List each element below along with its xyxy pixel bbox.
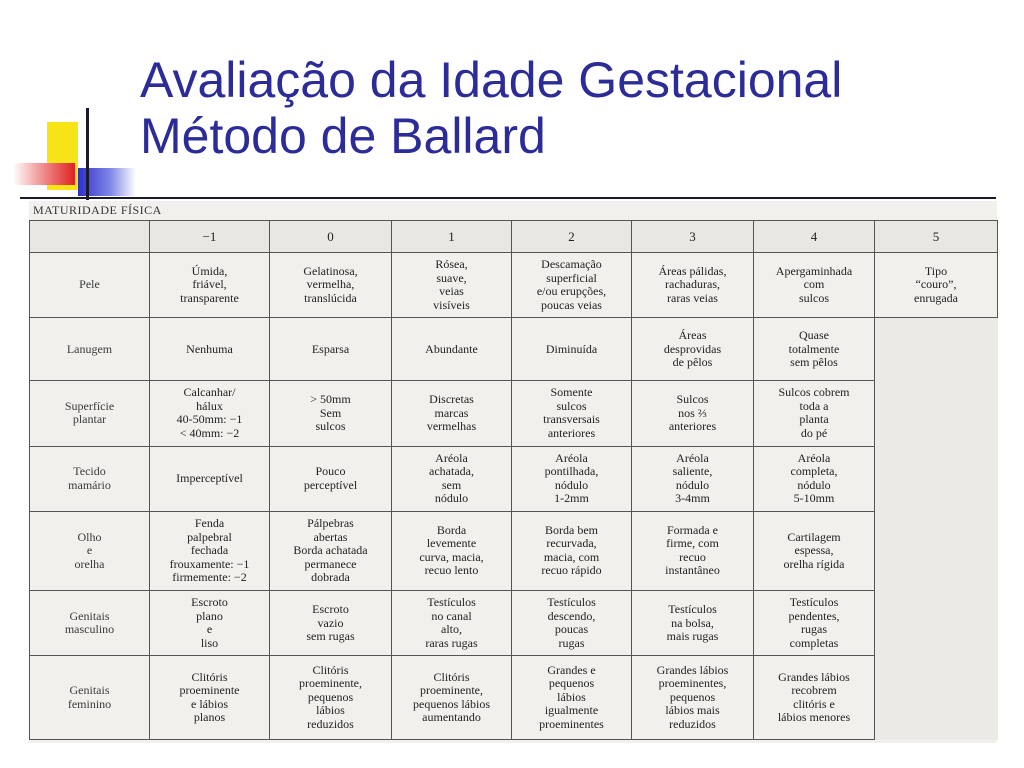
cell-text-line: rugas: [558, 635, 585, 650]
slide-title-line-1: Avaliação da Idade Gestacional: [140, 52, 843, 108]
cell-text-line: pequenos lábios: [413, 696, 490, 711]
cell-text-line: vermelhas: [426, 419, 477, 434]
cell-text-line: Pouco: [315, 464, 346, 479]
cell-text-line: raras veias: [667, 290, 718, 305]
cell-text-line: Tipo: [924, 263, 948, 278]
cell-text-line: Esparsa: [311, 341, 350, 356]
cell-text-line: proeminentes,: [658, 676, 727, 691]
cell-text-line: superficial: [546, 270, 597, 285]
cell-text-line: dobrada: [311, 570, 350, 585]
row-label-line: e: [86, 543, 93, 558]
table-cell: [754, 591, 875, 656]
cell-text-line: friável,: [192, 277, 227, 292]
cell-text-line: recurvada,: [546, 536, 597, 551]
row-label-line: plantar: [72, 412, 107, 427]
cell-text-line: saliente,: [672, 464, 713, 479]
cell-text-line: reduzidos: [307, 716, 354, 731]
empty-cell: [875, 656, 998, 740]
row-label-line: masculino: [64, 622, 115, 637]
cell-text-line: reduzidos: [669, 716, 716, 731]
cell-text-line: Clitóris: [191, 669, 228, 684]
table-cell: [270, 381, 392, 446]
cell-text-line: proeminente,: [299, 676, 362, 691]
cell-text-line: Fenda: [194, 516, 225, 531]
cell-text-line: nos ⅔: [678, 405, 707, 420]
cell-text-line: Imperceptível: [176, 470, 243, 485]
cell-text-line: Sulcos cobrem: [778, 385, 850, 400]
table-row: [30, 381, 998, 446]
table-cell: [270, 591, 392, 656]
cell-text-line: pontilhada,: [544, 464, 599, 479]
cell-text-line: Sem: [319, 405, 342, 420]
cell-text-line: sem rugas: [306, 629, 355, 644]
cell-text-line: > 50mm: [310, 392, 351, 407]
cell-text-line: igualmente: [544, 703, 599, 718]
cell-text-line: Escroto: [191, 595, 228, 610]
cell-text-line: proeminentes: [539, 716, 604, 731]
table-cell: [392, 253, 512, 318]
table-cell: [270, 253, 392, 318]
cell-text-line: achatada,: [429, 464, 474, 479]
cell-text-line: sem pêlos: [790, 355, 838, 370]
cell-text-line: lábios menores: [777, 710, 851, 725]
table-cell: [512, 511, 632, 590]
table-body: [30, 253, 998, 740]
cell-text-line: nódulo: [675, 477, 710, 492]
row-label-line: feminino: [67, 696, 112, 711]
cell-text-line: veias: [439, 284, 464, 299]
cell-text-line: na bolsa,: [671, 615, 714, 630]
cell-text-line: curva, macia,: [419, 549, 484, 564]
cell-text-line: Somente: [550, 385, 593, 400]
header-corner-cell: [30, 221, 150, 253]
cell-text-line: Testículos: [668, 602, 717, 617]
table-cell: [270, 318, 392, 381]
physical-maturity-table: [29, 220, 998, 740]
empty-cell: [875, 591, 998, 656]
cell-text-line: permanece: [304, 556, 357, 571]
table-cell: [150, 318, 270, 381]
header-score-7: 5: [875, 221, 998, 253]
cell-text-line: Escroto: [312, 602, 349, 617]
table-row: [30, 318, 998, 381]
cell-text-line: Clitóris: [312, 662, 349, 677]
table-cell: [875, 253, 998, 318]
table-row: [30, 511, 998, 590]
table-caption: MATURIDADE FÍSICA: [33, 203, 162, 217]
cell-text-line: Áreas pálidas,: [658, 263, 727, 278]
cell-text-line: completa,: [790, 464, 838, 479]
cell-text-line: translúcida: [304, 290, 357, 305]
cell-text-line: espessa,: [794, 543, 834, 558]
cell-text-line: pequenos: [548, 676, 595, 691]
cell-text-line: pequenos: [307, 689, 354, 704]
cell-text-line: do pé: [800, 425, 828, 440]
cell-text-line: planta: [799, 412, 829, 427]
decorative-vertical-line: [86, 108, 89, 200]
row-label-line: Superfície: [64, 398, 115, 413]
table-cell: [150, 446, 270, 511]
table-cell: [392, 318, 512, 381]
cell-text-line: completas: [789, 635, 839, 650]
table-cell: [754, 511, 875, 590]
cell-text-line: 1-2mm: [554, 491, 589, 506]
table-row: [30, 591, 998, 656]
row-label: [30, 591, 150, 656]
decorative-horizontal-line: [20, 197, 996, 199]
cell-text-line: Apergaminhada: [775, 263, 853, 278]
header-score-6: 4: [754, 221, 875, 253]
cell-text-line: raras rugas: [425, 635, 478, 650]
slide-title-line-2: Método de Ballard: [140, 108, 546, 164]
empty-cell: [875, 446, 998, 511]
table-cell: [150, 656, 270, 740]
cell-text-line: e/ou erupções,: [536, 284, 607, 299]
cell-text-line: anteriores: [547, 425, 596, 440]
cell-text-line: instantâneo: [665, 563, 720, 578]
cell-text-line: aumentando: [422, 710, 481, 725]
cell-text-line: sulcos: [799, 290, 829, 305]
table-header-row: [30, 221, 998, 253]
cell-text-line: Grandes e: [547, 662, 596, 677]
empty-cell: [875, 318, 998, 381]
cell-text-line: recuo lento: [424, 563, 479, 578]
cell-text-line: recobrem: [791, 683, 837, 698]
cell-text-line: totalmente: [788, 341, 840, 356]
table-cell: [632, 318, 754, 381]
row-label: [30, 511, 150, 590]
row-label-line: mamário: [68, 477, 111, 492]
cell-text-line: Clitóris: [433, 669, 470, 684]
table-cell: [632, 381, 754, 446]
cell-text-line: clitóris e: [793, 696, 835, 711]
cell-text-line: Úmida,: [191, 263, 228, 278]
table-cell: [392, 446, 512, 511]
cell-text-line: Diminuída: [545, 341, 598, 356]
cell-text-line: toda a: [799, 398, 829, 413]
table-cell: [632, 446, 754, 511]
cell-text-line: macia, com: [543, 549, 600, 564]
cell-text-line: firmemente: −2: [172, 570, 247, 585]
table-cell: [150, 591, 270, 656]
table-cell: [392, 656, 512, 740]
table-cell: [632, 253, 754, 318]
cell-text-line: Testículos: [427, 595, 476, 610]
table-cell: [512, 446, 632, 511]
table-cell: [632, 591, 754, 656]
header-score-1: −1: [150, 221, 270, 253]
table-cell: [754, 381, 875, 446]
cell-text-line: liso: [200, 635, 219, 650]
cell-text-line: Aréola: [676, 450, 709, 465]
table-cell: [512, 591, 632, 656]
cell-text-line: lábios: [557, 689, 586, 704]
cell-text-line: Aréola: [435, 450, 468, 465]
row-label: [30, 656, 150, 740]
cell-text-line: enrugada: [914, 290, 958, 305]
cell-text-line: rugas: [801, 622, 827, 637]
table-cell: [392, 591, 512, 656]
cell-text-line: transversais: [543, 412, 600, 427]
cell-text-line: Nenhuma: [186, 341, 233, 356]
cell-text-line: proeminente: [179, 683, 240, 698]
table-cell: [270, 511, 392, 590]
cell-text-line: lábios: [316, 703, 345, 718]
cell-text-line: 40-50mm: −1: [176, 412, 243, 427]
row-label-line: Lanugem: [66, 341, 113, 356]
cell-text-line: suave,: [436, 270, 467, 285]
ballard-table-scan: [29, 201, 997, 743]
cell-text-line: descendo,: [547, 608, 596, 623]
table-cell: [392, 381, 512, 446]
cell-text-line: proeminente,: [420, 683, 483, 698]
cell-text-line: no canal: [431, 608, 472, 623]
cell-text-line: marcas: [434, 405, 469, 420]
row-label-line: Tecido: [73, 464, 106, 479]
cell-text-line: Discretas: [429, 392, 474, 407]
cell-text-line: Borda achatada: [293, 543, 368, 558]
cell-text-line: sulcos: [556, 398, 587, 413]
slide-title: [140, 52, 842, 164]
cell-text-line: poucas veias: [541, 297, 602, 312]
cell-text-line: recuo rápido: [541, 563, 602, 578]
cell-text-line: Aréola: [555, 450, 588, 465]
table-cell: [512, 318, 632, 381]
table-row: [30, 656, 998, 740]
table-cell: [512, 381, 632, 446]
cell-text-line: Cartilagem: [787, 529, 841, 544]
table-row: [30, 446, 998, 511]
cell-text-line: Grandes lábios: [656, 662, 729, 677]
cell-text-line: Borda: [436, 522, 467, 537]
cell-text-line: de pêlos: [672, 355, 713, 370]
header-score-2: 0: [270, 221, 392, 253]
cell-text-line: Calcanhar/: [183, 385, 236, 400]
cell-text-line: nódulo: [554, 477, 589, 492]
cell-text-line: Testículos: [789, 595, 839, 610]
cell-text-line: hálux: [196, 398, 223, 413]
cell-text-line: e: [206, 622, 213, 637]
cell-text-line: Descamação: [541, 257, 602, 272]
cell-text-line: levemente: [426, 536, 477, 551]
cell-text-line: “couro”,: [915, 277, 957, 292]
cell-text-line: nódulo: [434, 491, 469, 506]
table-cell: [270, 446, 392, 511]
cell-text-line: perceptível: [303, 477, 358, 492]
cell-text-line: lábios mais: [665, 703, 720, 718]
table-cell: [512, 253, 632, 318]
cell-text-line: vazio: [317, 615, 344, 630]
cell-text-line: mais rugas: [666, 629, 719, 644]
cell-text-line: e lábios: [191, 696, 228, 711]
table-cell: [512, 656, 632, 740]
cell-text-line: Quase: [799, 328, 829, 343]
row-label-line: Genitais: [69, 608, 110, 623]
cell-text-line: orelha rígida: [783, 556, 845, 571]
table-row: [30, 253, 998, 318]
cell-text-line: planos: [193, 710, 226, 725]
cell-text-line: Borda bem: [545, 522, 598, 537]
cell-text-line: 3-4mm: [675, 491, 710, 506]
cell-text-line: Grandes lábios: [778, 669, 850, 684]
row-label: [30, 446, 150, 511]
table-cell: [150, 253, 270, 318]
cell-text-line: com: [803, 277, 825, 292]
empty-cell: [875, 511, 998, 590]
cell-text-line: Aréola: [797, 450, 831, 465]
cell-text-line: vermelha,: [306, 277, 355, 292]
table-cell: [754, 656, 875, 740]
cell-text-line: Formada e: [667, 522, 718, 537]
row-label-line: orelha: [74, 556, 105, 571]
table-cell: [754, 446, 875, 511]
cell-text-line: recuo: [679, 549, 706, 564]
cell-text-line: Áreas: [678, 328, 707, 343]
table-cell: [392, 511, 512, 590]
row-label-line: Olho: [77, 529, 102, 544]
cell-text-line: fechada: [190, 543, 229, 558]
cell-text-line: pendentes,: [788, 608, 840, 623]
row-label: [30, 381, 150, 446]
cell-text-line: pequenos: [669, 689, 716, 704]
cell-text-line: transparente: [180, 290, 239, 305]
table-cell: [754, 318, 875, 381]
cell-text-line: nódulo: [797, 477, 831, 492]
header-score-4: 2: [512, 221, 632, 253]
cell-text-line: visíveis: [433, 297, 470, 312]
cell-text-line: abertas: [313, 529, 348, 544]
table-cell: [754, 253, 875, 318]
cell-text-line: alto,: [441, 622, 462, 637]
cell-text-line: sem: [441, 477, 462, 492]
header-score-3: 1: [392, 221, 512, 253]
cell-text-line: 5-10mm: [793, 491, 835, 506]
row-label: [30, 253, 150, 318]
row-label: [30, 318, 150, 381]
cell-text-line: plano: [196, 608, 223, 623]
table-cell: [150, 381, 270, 446]
cell-text-line: frouxamente: −1: [169, 556, 250, 571]
table-cell: [150, 511, 270, 590]
table-cell: [632, 511, 754, 590]
header-score-5: 3: [632, 221, 754, 253]
row-label-line: Genitais: [69, 683, 110, 698]
row-label-line: Pele: [79, 277, 100, 292]
cell-text-line: anteriores: [668, 419, 717, 434]
decorative-red-bar: [13, 163, 75, 185]
table-cell: [632, 656, 754, 740]
cell-text-line: Testículos: [547, 595, 596, 610]
cell-text-line: Abundante: [425, 341, 478, 356]
cell-text-line: Pálpebras: [307, 516, 354, 531]
cell-text-line: Gelatinosa,: [303, 263, 358, 278]
cell-text-line: Rósea,: [435, 257, 468, 272]
cell-text-line: < 40mm: −2: [179, 425, 240, 440]
table-cell: [270, 656, 392, 740]
cell-text-line: rachaduras,: [665, 277, 720, 292]
cell-text-line: Sulcos: [676, 392, 709, 407]
cell-text-line: firme, com: [666, 536, 719, 551]
empty-cell: [875, 381, 998, 446]
cell-text-line: sulcos: [315, 419, 346, 434]
cell-text-line: poucas: [554, 622, 589, 637]
cell-text-line: desprovidas: [663, 341, 722, 356]
cell-text-line: palpebral: [187, 529, 232, 544]
